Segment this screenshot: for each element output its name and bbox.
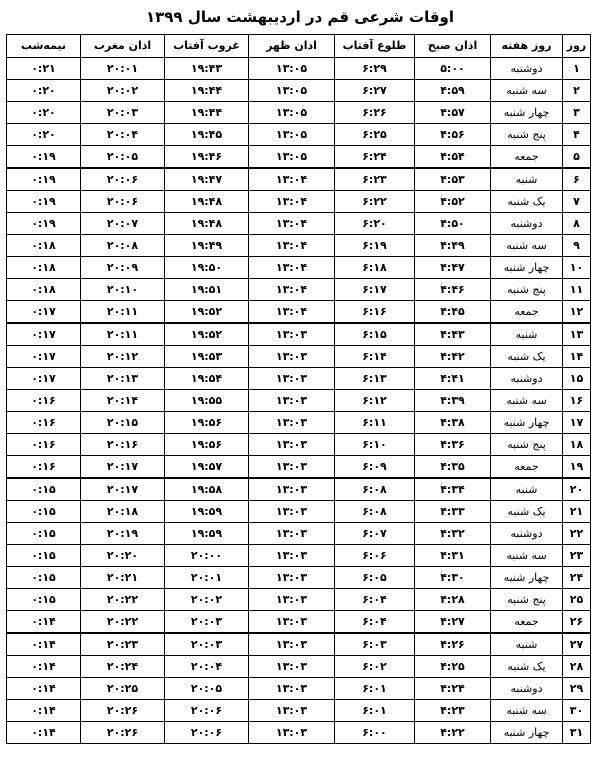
midnight-time: ۰:۱۹	[7, 146, 81, 169]
day-number: ۶	[563, 168, 591, 191]
maghrib-time: ۲۰:۰۹	[81, 257, 165, 279]
sunrise-time: ۶:۲۰	[335, 213, 415, 235]
sunset-time: ۱۹:۵۵	[165, 390, 249, 412]
sunrise-time: ۶:۰۹	[335, 456, 415, 479]
maghrib-time: ۲۰:۰۸	[81, 235, 165, 257]
dhuhr-time: ۱۳:۰۳	[249, 611, 335, 634]
midnight-time: ۰:۱۶	[7, 434, 81, 456]
day-number: ۲۳	[563, 545, 591, 567]
sunrise-time: ۶:۱۰	[335, 434, 415, 456]
midnight-time: ۰:۲۰	[7, 124, 81, 146]
midnight-time: ۰:۱۶	[7, 390, 81, 412]
table-row	[7, 124, 591, 146]
weekday: یک شنبه	[491, 346, 563, 368]
maghrib-time: ۲۰:۰۶	[81, 191, 165, 213]
sunrise-time: ۶:۱۴	[335, 346, 415, 368]
dhuhr-time: ۱۳:۰۳	[249, 700, 335, 722]
weekday: چهار شنبه	[491, 102, 563, 124]
weekday: یک شنبه	[491, 656, 563, 678]
day-number: ۳۰	[563, 700, 591, 722]
midnight-time: ۰:۱۵	[7, 589, 81, 611]
maghrib-time: ۲۰:۰۳	[81, 102, 165, 124]
sunrise-time: ۶:۱۱	[335, 412, 415, 434]
fajr-time: ۴:۳۱	[415, 545, 491, 567]
fajr-time: ۴:۲۵	[415, 656, 491, 678]
table-row	[7, 168, 591, 191]
maghrib-time: ۲۰:۱۰	[81, 279, 165, 301]
midnight-time: ۰:۱۴	[7, 611, 81, 634]
day-number: ۱۹	[563, 456, 591, 479]
sunset-time: ۱۹:۵۰	[165, 257, 249, 279]
fajr-time: ۴:۳۲	[415, 523, 491, 545]
weekday: دوشنبه	[491, 523, 563, 545]
weekday: سه شنبه	[491, 80, 563, 102]
dhuhr-time: ۱۳:۰۳	[249, 722, 335, 744]
table-row	[7, 346, 591, 368]
weekday: جمعه	[491, 456, 563, 479]
table-row	[7, 213, 591, 235]
dhuhr-time: ۱۳:۰۴	[249, 301, 335, 324]
sunrise-header: طلوع آفتاب	[335, 35, 415, 58]
sunset-time: ۱۹:۴۳	[165, 58, 249, 80]
sunset-time: ۲۰:۰۲	[165, 589, 249, 611]
day-number: ۲۴	[563, 567, 591, 589]
sunrise-time: ۶:۲۲	[335, 191, 415, 213]
weekday: سه شنبه	[491, 545, 563, 567]
table-row	[7, 567, 591, 589]
midnight-time: ۰:۱۵	[7, 567, 81, 589]
maghrib-time: ۲۰:۲۲	[81, 611, 165, 634]
weekday: پنج شنبه	[491, 279, 563, 301]
fajr-time: ۴:۲۷	[415, 611, 491, 634]
table-row	[7, 279, 591, 301]
table-row	[7, 301, 591, 324]
table-row	[7, 633, 591, 656]
fajr-time: ۴:۴۶	[415, 279, 491, 301]
dhuhr-time: ۱۳:۰۴	[249, 213, 335, 235]
maghrib-time: ۲۰:۰۱	[81, 58, 165, 80]
table-row	[7, 80, 591, 102]
sunrise-time: ۶:۲۷	[335, 80, 415, 102]
weekday-header: روز هفته	[491, 35, 563, 58]
sunset-time: ۱۹:۵۶	[165, 412, 249, 434]
sunset-time: ۱۹:۵۹	[165, 523, 249, 545]
table-row	[7, 456, 591, 479]
dhuhr-time: ۱۳:۰۴	[249, 191, 335, 213]
dhuhr-time: ۱۳:۰۵	[249, 80, 335, 102]
midnight-time: ۰:۱۹	[7, 213, 81, 235]
maghrib-time: ۲۰:۰۵	[81, 146, 165, 169]
weekday: دوشنبه	[491, 678, 563, 700]
sunset-time: ۲۰:۰۶	[165, 700, 249, 722]
weekday: چهار شنبه	[491, 567, 563, 589]
sunset-time: ۱۹:۵۹	[165, 501, 249, 523]
fajr-time: ۴:۴۱	[415, 368, 491, 390]
midnight-time: ۰:۱۴	[7, 633, 81, 656]
maghrib-time: ۲۰:۲۲	[81, 589, 165, 611]
table-row	[7, 368, 591, 390]
weekday: شنبه	[491, 168, 563, 191]
weekday: چهار شنبه	[491, 722, 563, 744]
dhuhr-time: ۱۳:۰۳	[249, 567, 335, 589]
sunrise-time: ۶:۲۹	[335, 58, 415, 80]
maghrib-time: ۲۰:۱۱	[81, 323, 165, 346]
sunset-time: ۲۰:۰۳	[165, 611, 249, 634]
fajr-time: ۴:۲۳	[415, 700, 491, 722]
midnight-time: ۰:۱۶	[7, 456, 81, 479]
fajr-time: ۴:۵۰	[415, 213, 491, 235]
weekday: یک شنبه	[491, 191, 563, 213]
day-number: ۱۸	[563, 434, 591, 456]
sunset-time: ۲۰:۰۴	[165, 656, 249, 678]
sunrise-time: ۶:۰۲	[335, 656, 415, 678]
sunrise-time: ۶:۰۸	[335, 478, 415, 501]
fajr-time: ۴:۴۲	[415, 346, 491, 368]
weekday: پنج شنبه	[491, 434, 563, 456]
table-row	[7, 656, 591, 678]
sunset-time: ۲۰:۰۶	[165, 722, 249, 744]
day-number: ۱۰	[563, 257, 591, 279]
dhuhr-time: ۱۳:۰۳	[249, 368, 335, 390]
sunset-time: ۱۹:۵۳	[165, 346, 249, 368]
day-number: ۲۹	[563, 678, 591, 700]
sunrise-time: ۶:۰۳	[335, 633, 415, 656]
maghrib-time: ۲۰:۱۵	[81, 412, 165, 434]
fajr-time: ۴:۲۶	[415, 633, 491, 656]
sunrise-time: ۶:۰۶	[335, 545, 415, 567]
weekday: جمعه	[491, 611, 563, 634]
day-number: ۲۷	[563, 633, 591, 656]
fajr-time: ۴:۲۲	[415, 722, 491, 744]
table-row	[7, 611, 591, 634]
midnight-time: ۰:۱۹	[7, 168, 81, 191]
weekday: چهار شنبه	[491, 412, 563, 434]
dhuhr-time: ۱۳:۰۴	[249, 279, 335, 301]
midnight-time: ۰:۱۸	[7, 257, 81, 279]
table-row	[7, 722, 591, 744]
maghrib-time: ۲۰:۲۶	[81, 700, 165, 722]
dhuhr-time: ۱۳:۰۵	[249, 146, 335, 169]
weekday: سه شنبه	[491, 235, 563, 257]
weekday: جمعه	[491, 301, 563, 324]
midnight-time: ۰:۱۵	[7, 545, 81, 567]
maghrib-time: ۲۰:۲۴	[81, 656, 165, 678]
sunset-time: ۱۹:۵۶	[165, 434, 249, 456]
fajr-time: ۴:۳۸	[415, 412, 491, 434]
sunset-time: ۱۹:۴۴	[165, 80, 249, 102]
weekday: سه شنبه	[491, 700, 563, 722]
weekday: یک شنبه	[491, 501, 563, 523]
weekday: پنج شنبه	[491, 589, 563, 611]
weekday: جمعه	[491, 146, 563, 169]
sunset-time: ۱۹:۴۸	[165, 191, 249, 213]
day-number: ۲۶	[563, 611, 591, 634]
midnight-time: ۰:۱۴	[7, 700, 81, 722]
midnight-time: ۰:۱۴	[7, 656, 81, 678]
dhuhr-time: ۱۳:۰۵	[249, 58, 335, 80]
dhuhr-time: ۱۳:۰۴	[249, 168, 335, 191]
weekday: پنج شنبه	[491, 124, 563, 146]
dhuhr-time: ۱۳:۰۳	[249, 633, 335, 656]
day-number: ۱۴	[563, 346, 591, 368]
table-row	[7, 235, 591, 257]
dhuhr-time: ۱۳:۰۳	[249, 390, 335, 412]
dhuhr-time: ۱۳:۰۳	[249, 501, 335, 523]
maghrib-time: ۲۰:۱۷	[81, 478, 165, 501]
midnight-time: ۰:۱۵	[7, 478, 81, 501]
midnight-time: ۰:۲۰	[7, 80, 81, 102]
table-row	[7, 678, 591, 700]
day-number: ۳	[563, 102, 591, 124]
weekday: دوشنبه	[491, 58, 563, 80]
sunset-time: ۱۹:۴۷	[165, 168, 249, 191]
table-row	[7, 434, 591, 456]
day-number: ۲۸	[563, 656, 591, 678]
sunset-time: ۱۹:۴۸	[165, 213, 249, 235]
dhuhr-time: ۱۳:۰۳	[249, 323, 335, 346]
fajr-time: ۴:۵۳	[415, 168, 491, 191]
table-row	[7, 257, 591, 279]
table-row	[7, 545, 591, 567]
sunset-time: ۲۰:۰۱	[165, 567, 249, 589]
sunrise-time: ۶:۱۸	[335, 257, 415, 279]
fajr-time: ۴:۲۸	[415, 589, 491, 611]
sunrise-time: ۶:۰۰	[335, 722, 415, 744]
sunset-time: ۲۰:۰۵	[165, 678, 249, 700]
fajr-time: ۴:۳۹	[415, 390, 491, 412]
midnight-time: ۰:۱۴	[7, 722, 81, 744]
table-row	[7, 523, 591, 545]
sunrise-time: ۶:۰۷	[335, 523, 415, 545]
maghrib-time: ۲۰:۱۲	[81, 346, 165, 368]
midnight-time: ۰:۲۱	[7, 58, 81, 80]
table-row	[7, 390, 591, 412]
day-number: ۱۶	[563, 390, 591, 412]
table-row	[7, 589, 591, 611]
day-number: ۴	[563, 124, 591, 146]
sunset-time: ۱۹:۵۸	[165, 478, 249, 501]
sunset-time: ۲۰:۰۳	[165, 633, 249, 656]
midnight-time: ۰:۱۵	[7, 501, 81, 523]
weekday: شنبه	[491, 478, 563, 501]
midnight-time: ۰:۱۴	[7, 678, 81, 700]
dhuhr-time: ۱۳:۰۳	[249, 589, 335, 611]
sunrise-time: ۶:۱۵	[335, 323, 415, 346]
sunrise-time: ۶:۰۴	[335, 589, 415, 611]
table-row	[7, 146, 591, 169]
midnight-time: ۰:۱۹	[7, 191, 81, 213]
page-title: اوقات شرعی قم در اردیبهشت سال ۱۳۹۹	[145, 8, 455, 26]
dhuhr-time: ۱۳:۰۳	[249, 523, 335, 545]
table-body	[7, 58, 591, 744]
midnight-time: ۰:۱۸	[7, 235, 81, 257]
table-row	[7, 58, 591, 80]
sunrise-time: ۶:۲۳	[335, 168, 415, 191]
maghrib-time: ۲۰:۰۴	[81, 124, 165, 146]
day-number: ۱۲	[563, 301, 591, 324]
maghrib-header: اذان مغرب	[81, 35, 165, 58]
day-number: ۲۲	[563, 523, 591, 545]
maghrib-time: ۲۰:۱۳	[81, 368, 165, 390]
sunrise-time: ۶:۱۹	[335, 235, 415, 257]
day-header: روز	[563, 35, 591, 58]
weekday: سه شنبه	[491, 390, 563, 412]
sunset-time: ۱۹:۴۵	[165, 124, 249, 146]
table-row	[7, 412, 591, 434]
sunrise-time: ۶:۲۵	[335, 124, 415, 146]
fajr-time: ۴:۳۵	[415, 456, 491, 479]
sunrise-time: ۶:۰۵	[335, 567, 415, 589]
dhuhr-time: ۱۳:۰۳	[249, 346, 335, 368]
weekday: چهار شنبه	[491, 257, 563, 279]
sunrise-time: ۶:۰۱	[335, 678, 415, 700]
maghrib-time: ۲۰:۲۱	[81, 567, 165, 589]
dhuhr-time: ۱۳:۰۳	[249, 434, 335, 456]
maghrib-time: ۲۰:۱۱	[81, 301, 165, 324]
maghrib-time: ۲۰:۱۴	[81, 390, 165, 412]
weekday: شنبه	[491, 633, 563, 656]
maghrib-time: ۲۰:۱۷	[81, 456, 165, 479]
sunset-time: ۱۹:۵۱	[165, 279, 249, 301]
dhuhr-header: اذان ظهر	[249, 35, 335, 58]
fajr-time: ۴:۳۰	[415, 567, 491, 589]
fajr-time: ۴:۴۷	[415, 257, 491, 279]
dhuhr-time: ۱۳:۰۴	[249, 257, 335, 279]
maghrib-time: ۲۰:۱۹	[81, 523, 165, 545]
maghrib-time: ۲۰:۱۶	[81, 434, 165, 456]
midnight-time: ۰:۱۷	[7, 368, 81, 390]
table-row	[7, 478, 591, 501]
day-number: ۱	[563, 58, 591, 80]
dhuhr-time: ۱۳:۰۴	[249, 235, 335, 257]
fajr-time: ۴:۳۳	[415, 501, 491, 523]
maghrib-time: ۲۰:۱۸	[81, 501, 165, 523]
fajr-time: ۴:۵۷	[415, 102, 491, 124]
midnight-time: ۰:۱۷	[7, 346, 81, 368]
weekday: دوشنبه	[491, 368, 563, 390]
sunset-time: ۱۹:۵۲	[165, 301, 249, 324]
fajr-time: ۵:۰۰	[415, 58, 491, 80]
day-number: ۳۱	[563, 722, 591, 744]
maghrib-time: ۲۰:۲۰	[81, 545, 165, 567]
sunset-header: غروب آفتاب	[165, 35, 249, 58]
weekday: دوشنبه	[491, 213, 563, 235]
fajr-time: ۴:۴۵	[415, 301, 491, 324]
fajr-time: ۴:۴۳	[415, 323, 491, 346]
day-number: ۱۳	[563, 323, 591, 346]
sunrise-time: ۶:۱۶	[335, 301, 415, 324]
maghrib-time: ۲۰:۲۵	[81, 678, 165, 700]
day-number: ۲۰	[563, 478, 591, 501]
sunrise-time: ۶:۱۲	[335, 390, 415, 412]
dhuhr-time: ۱۳:۰۳	[249, 656, 335, 678]
midnight-time: ۰:۲۰	[7, 102, 81, 124]
sunset-time: ۱۹:۵۴	[165, 368, 249, 390]
day-number: ۸	[563, 213, 591, 235]
table-row	[7, 191, 591, 213]
day-number: ۲	[563, 80, 591, 102]
day-number: ۹	[563, 235, 591, 257]
midnight-time: ۰:۱۷	[7, 301, 81, 324]
midnight-time: ۰:۱۷	[7, 323, 81, 346]
maghrib-time: ۲۰:۰۶	[81, 168, 165, 191]
fajr-time: ۴:۵۶	[415, 124, 491, 146]
table-row	[7, 501, 591, 523]
dhuhr-time: ۱۳:۰۵	[249, 124, 335, 146]
midnight-header: نیمه‌شب	[7, 35, 81, 58]
sunset-time: ۱۹:۴۴	[165, 102, 249, 124]
dhuhr-time: ۱۳:۰۳	[249, 412, 335, 434]
fajr-time: ۴:۳۴	[415, 478, 491, 501]
sunset-time: ۲۰:۰۰	[165, 545, 249, 567]
fajr-time: ۴:۵۲	[415, 191, 491, 213]
sunrise-time: ۶:۰۴	[335, 611, 415, 634]
sunrise-time: ۶:۲۴	[335, 146, 415, 169]
sunrise-time: ۶:۱۷	[335, 279, 415, 301]
day-number: ۱۷	[563, 412, 591, 434]
fajr-time: ۴:۴۹	[415, 235, 491, 257]
sunset-time: ۱۹:۴۹	[165, 235, 249, 257]
dhuhr-time: ۱۳:۰۳	[249, 678, 335, 700]
maghrib-time: ۲۰:۰۲	[81, 80, 165, 102]
day-number: ۵	[563, 146, 591, 169]
maghrib-time: ۲۰:۲۶	[81, 722, 165, 744]
midnight-time: ۰:۱۵	[7, 523, 81, 545]
dhuhr-time: ۱۳:۰۳	[249, 478, 335, 501]
table-header-row	[7, 35, 591, 58]
weekday: شنبه	[491, 323, 563, 346]
maghrib-time: ۲۰:۲۳	[81, 633, 165, 656]
sunrise-time: ۶:۱۳	[335, 368, 415, 390]
table-row	[7, 102, 591, 124]
dhuhr-time: ۱۳:۰۳	[249, 545, 335, 567]
day-number: ۱۵	[563, 368, 591, 390]
midnight-time: ۰:۱۶	[7, 412, 81, 434]
sunset-time: ۱۹:۴۶	[165, 146, 249, 169]
day-number: ۲۵	[563, 589, 591, 611]
prayer-times-table	[6, 34, 591, 744]
maghrib-time: ۲۰:۰۷	[81, 213, 165, 235]
table-row	[7, 323, 591, 346]
table-row	[7, 700, 591, 722]
dhuhr-time: ۱۳:۰۳	[249, 456, 335, 479]
dhuhr-time: ۱۳:۰۵	[249, 102, 335, 124]
fajr-time: ۴:۲۴	[415, 678, 491, 700]
fajr-time: ۴:۳۶	[415, 434, 491, 456]
sunrise-time: ۶:۰۱	[335, 700, 415, 722]
fajr-time: ۴:۵۹	[415, 80, 491, 102]
midnight-time: ۰:۱۸	[7, 279, 81, 301]
day-number: ۷	[563, 191, 591, 213]
day-number: ۲۱	[563, 501, 591, 523]
sunset-time: ۱۹:۵۷	[165, 456, 249, 479]
sunrise-time: ۶:۲۶	[335, 102, 415, 124]
sunset-time: ۱۹:۵۲	[165, 323, 249, 346]
fajr-header: اذان صبح	[415, 35, 491, 58]
sunrise-time: ۶:۰۸	[335, 501, 415, 523]
day-number: ۱۱	[563, 279, 591, 301]
fajr-time: ۴:۵۴	[415, 146, 491, 169]
